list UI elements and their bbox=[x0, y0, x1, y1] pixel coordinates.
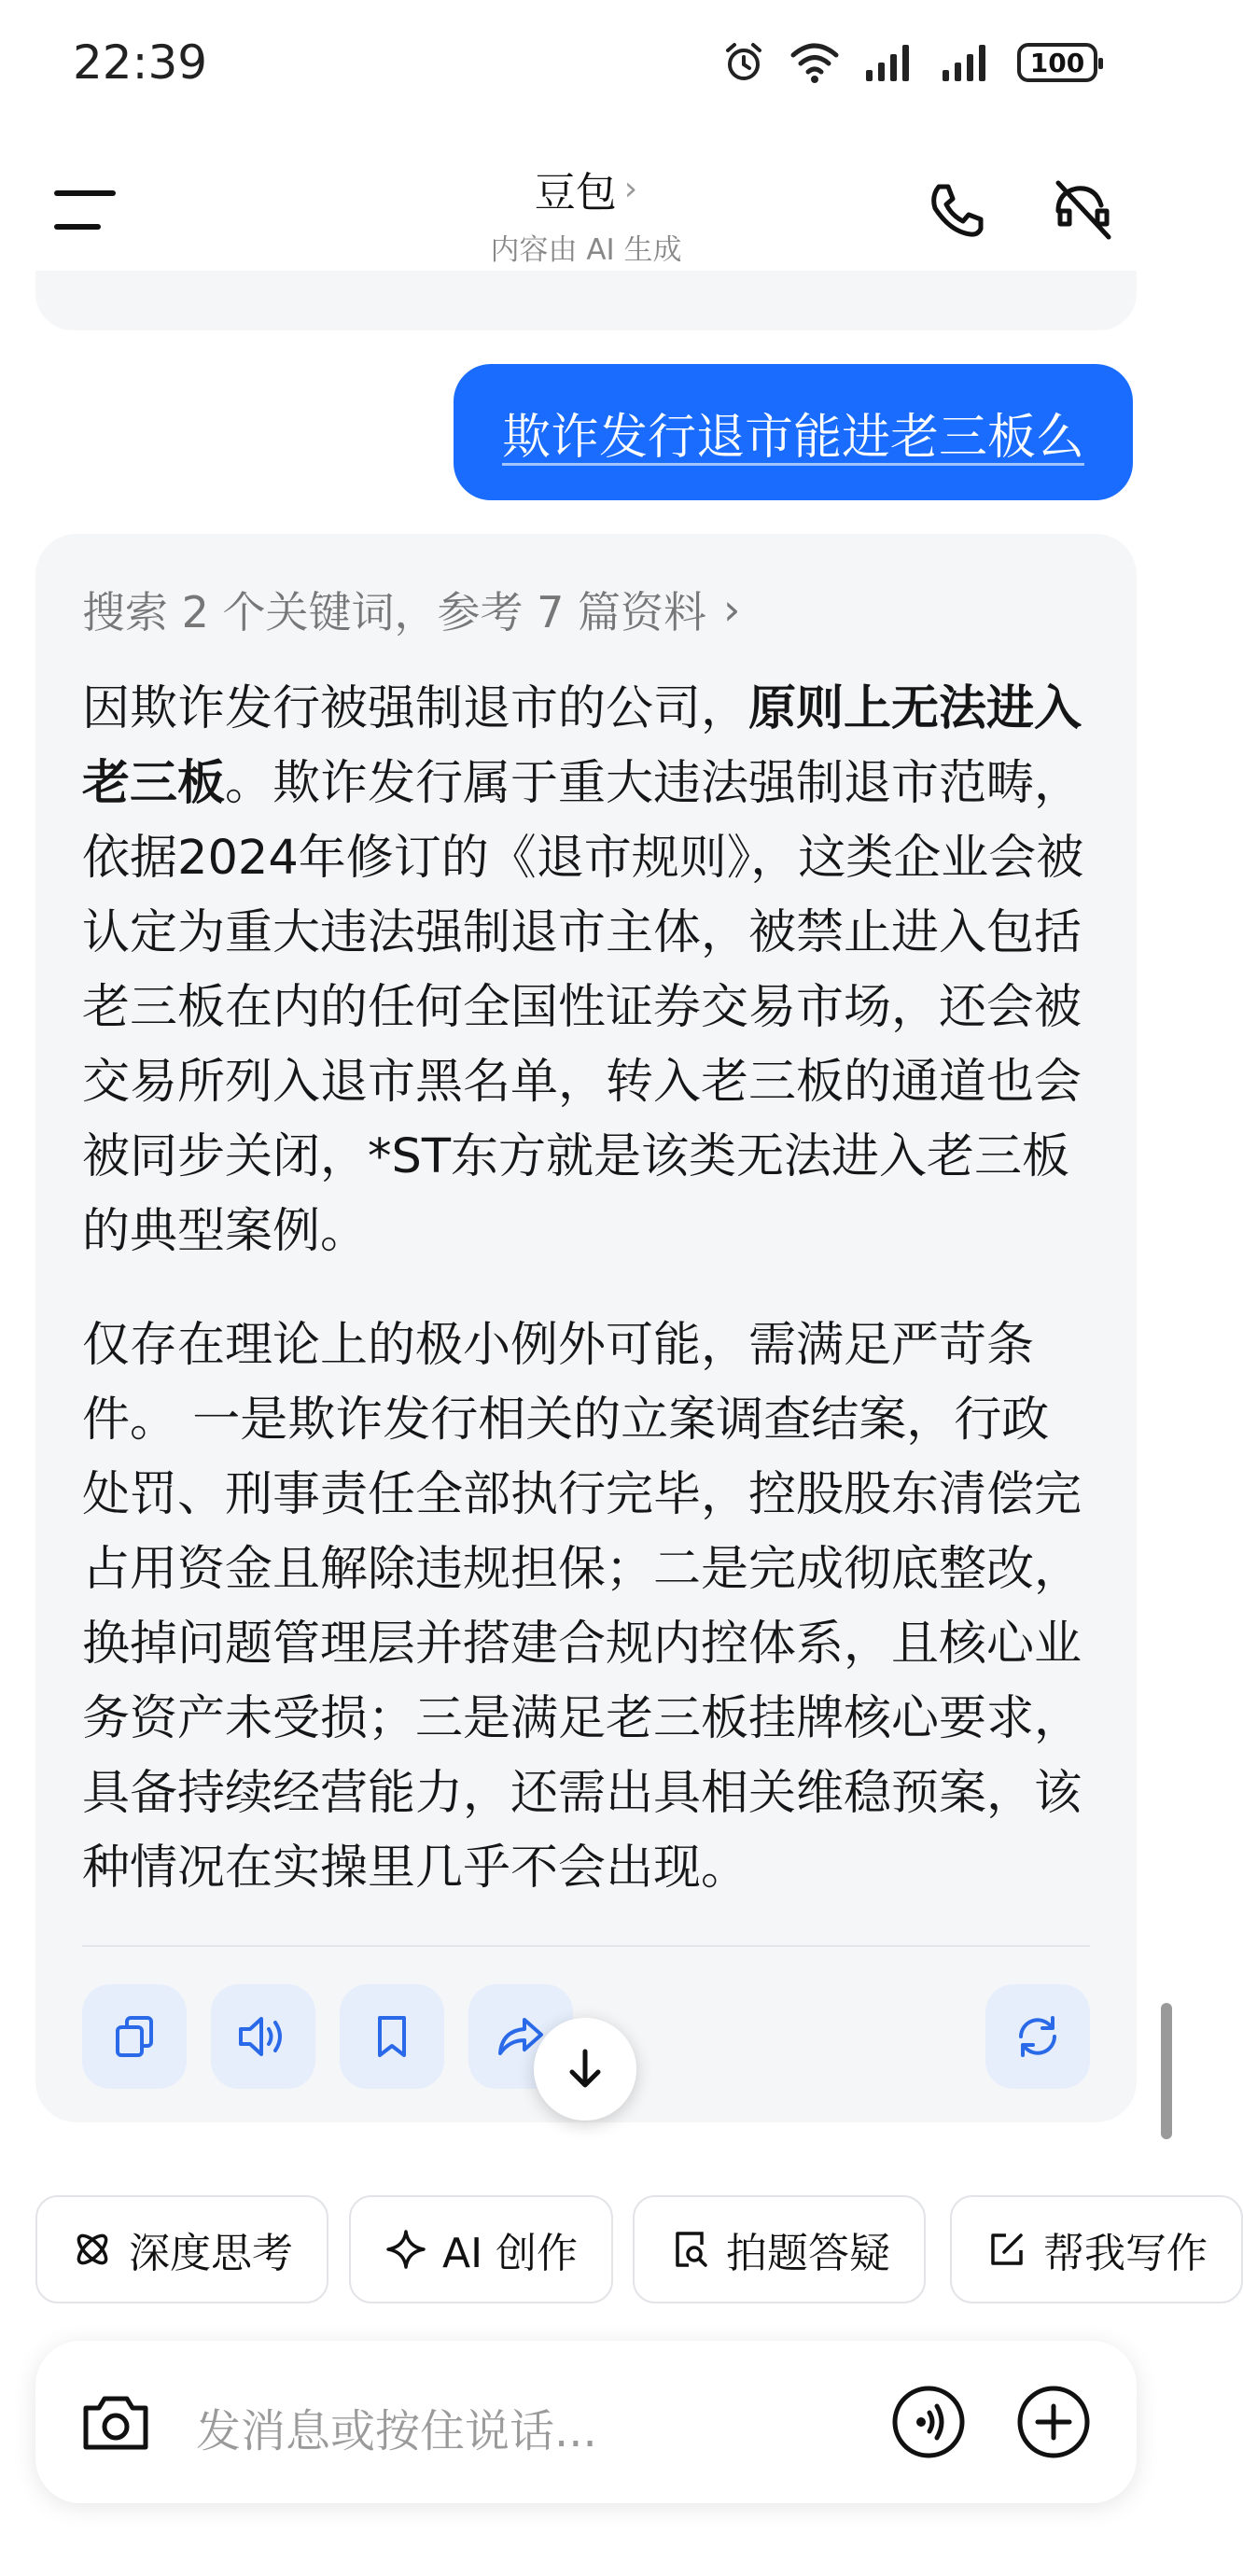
signal-icon bbox=[864, 42, 916, 83]
chip-deep-thinking[interactable] bbox=[35, 2195, 328, 2303]
previous-message-bubble bbox=[35, 271, 1137, 330]
atom-icon bbox=[71, 2228, 114, 2271]
divider bbox=[82, 1945, 1090, 1947]
chat-header bbox=[0, 149, 1172, 271]
chip-label: AI 创作 bbox=[442, 2230, 579, 2277]
copy-icon bbox=[108, 2010, 161, 2063]
answer-paragraph-2: 仅存在理论上的极小例外可能，需满足严苛条件。 一是欺诈发行相关的立案调查结案，行政处罚、刑事责任全部执行完毕，控股股东清偿完占用资金且解除违规担保；二是完成彻底整改，换掉问题管理层并搭建合规内控体系，且核心业务资产未受损；三是满足老三板挂牌核心要求，具备持续经营能力，还需出具相关维稳预案，该种情况在实操里几乎不会出现。 bbox=[82, 1318, 1082, 1896]
bookmark-icon bbox=[369, 2010, 415, 2063]
bot-title-area[interactable] bbox=[0, 159, 1172, 268]
voice-input-icon[interactable] bbox=[890, 2384, 967, 2460]
user-message-bubble[interactable]: 欺诈发行退市能进老三板么 bbox=[454, 364, 1133, 500]
camera-icon[interactable] bbox=[78, 2387, 153, 2457]
scroll-to-bottom-button[interactable] bbox=[534, 2018, 636, 2121]
plus-icon[interactable] bbox=[1015, 2384, 1092, 2460]
quick-action-chips bbox=[35, 2195, 1208, 2305]
arrow-down-icon bbox=[562, 2046, 608, 2093]
search-references-link[interactable] bbox=[82, 579, 740, 640]
answer-text: 因欺诈发行被强制退市的公司， bbox=[82, 681, 749, 736]
search-references-label: 搜索 2 个关键词，参考 7 篇资料 bbox=[82, 587, 707, 637]
answer-bold-text: 原则上无法进入老三板 bbox=[82, 681, 1082, 811]
answer-text: 。欺诈发行属于重大违法强制退市范畴，依据2024年修订的《退市规则》，这类企业会被认定为重大违法强制退市主体，被禁止进入包括老三板在内的任何全国性证券交易市场，还会被交易所列入退市黑名单，转入老三板的通道也会被同步关闭，*ST东方就是该类无法进入老三板的典型案例。 bbox=[82, 756, 1084, 1259]
chip-photo-answer[interactable] bbox=[633, 2195, 926, 2303]
battery-indicator: 100 bbox=[1017, 43, 1097, 82]
copy-button[interactable] bbox=[82, 1984, 187, 2089]
speaker-mute-icon[interactable] bbox=[1051, 177, 1116, 243]
regenerate-button[interactable] bbox=[985, 1984, 1090, 2089]
chip-label: 深度思考 bbox=[129, 2230, 293, 2277]
chip-help-write[interactable] bbox=[950, 2195, 1243, 2303]
refresh-icon bbox=[1010, 2010, 1066, 2063]
wifi-icon bbox=[789, 42, 840, 83]
chip-label: 帮我写作 bbox=[1043, 2230, 1208, 2277]
scrollbar[interactable] bbox=[1161, 2003, 1172, 2139]
read-aloud-button[interactable] bbox=[211, 1984, 315, 2089]
signal-icon bbox=[941, 42, 993, 83]
answer-paragraph-1 bbox=[82, 672, 1090, 1269]
search-doc-icon bbox=[668, 2228, 711, 2271]
bookmark-button[interactable] bbox=[340, 1984, 444, 2089]
ai-answer-card bbox=[35, 534, 1137, 2122]
phone-call-icon[interactable] bbox=[924, 177, 989, 243]
message-input[interactable]: 发消息或按住说话... bbox=[196, 2405, 597, 2457]
chevron-right-icon: › bbox=[623, 169, 638, 208]
chevron-right-icon: › bbox=[723, 584, 741, 635]
alarm-icon bbox=[722, 41, 765, 84]
status-bar bbox=[0, 0, 1172, 131]
message-input-bar bbox=[35, 2341, 1137, 2503]
bot-name: 豆包 bbox=[534, 169, 617, 217]
sparkle-icon bbox=[384, 2228, 427, 2271]
edit-icon bbox=[985, 2228, 1028, 2271]
ai-disclaimer: 内容由 AI 生成 bbox=[490, 233, 682, 267]
chip-ai-create[interactable] bbox=[349, 2195, 613, 2303]
status-time: 22:39 bbox=[73, 35, 208, 90]
speaker-icon bbox=[235, 2010, 291, 2063]
status-icons bbox=[722, 41, 1097, 84]
chip-label: 拍题答疑 bbox=[726, 2230, 890, 2277]
